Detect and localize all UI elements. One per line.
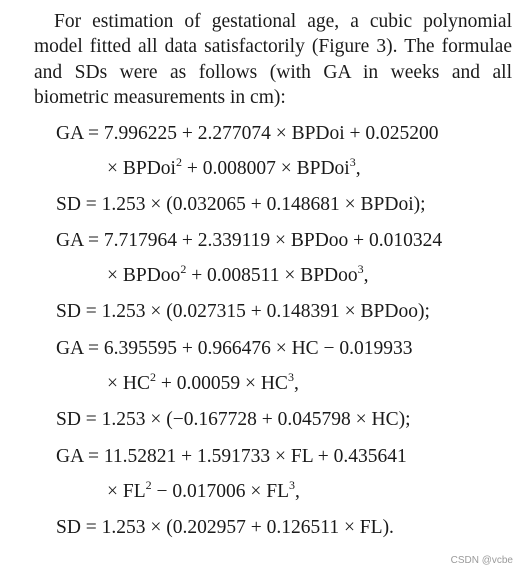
equation-ga-hc-line1: GA = 6.395595 + 0.966476 × HC − 0.019933 [56,338,413,359]
body-paragraph [34,9,512,110]
equation-sd-fl: SD = 1.253 × (0.202957 + 0.126511 × FL). [56,517,394,538]
equation-ga-bpdoi-line1: GA = 7.996225 + 2.277074 × BPDoi + 0.025200 [56,123,439,144]
equation-ga-bpdoi-line2: × BPDoi$^2$ + 0.008007 × BPDoi$^3$, [107,155,361,179]
equation-ga-fl-line2: × $FL^2 - 0.017006 \times FL^3$, [107,478,300,502]
equation-ga-fl-line1: GA = 11.52821 + 1.591733 × FL + 0.435641 [56,446,407,467]
equation-ga-hc-line2: × $HC^2 + 0.00059 \times HC^3$, [107,370,299,394]
paragraph-text: For estimation of gestational age, a cubic polynomial model fitted all data satisfactorily (Figure 3). The formulae and SDs were as follows (with GA in weeks and all biometric measurements in cm): [34,11,512,108]
equation-sd-hc: SD = 1.253 × (−0.167728 + 0.045798 × HC); [56,409,411,430]
equation-sd-bpdoi: SD = 1.253 × (0.032065 + 0.148681 × BPDoi); [56,194,426,215]
equation-sd-bpdoo: SD = 1.253 × (0.027315 + 0.148391 × BPDoo); [56,301,430,322]
equation-ga-bpdoo-line2: × BPDoo$^2$ + 0.008511 × BPDoo$^3$, [107,262,369,286]
equation-ga-bpdoo-line1: GA = 7.717964 + 2.339119 × BPDoo + 0.010324 [56,230,443,251]
watermark-text: CSDN @vcbe [450,555,513,566]
